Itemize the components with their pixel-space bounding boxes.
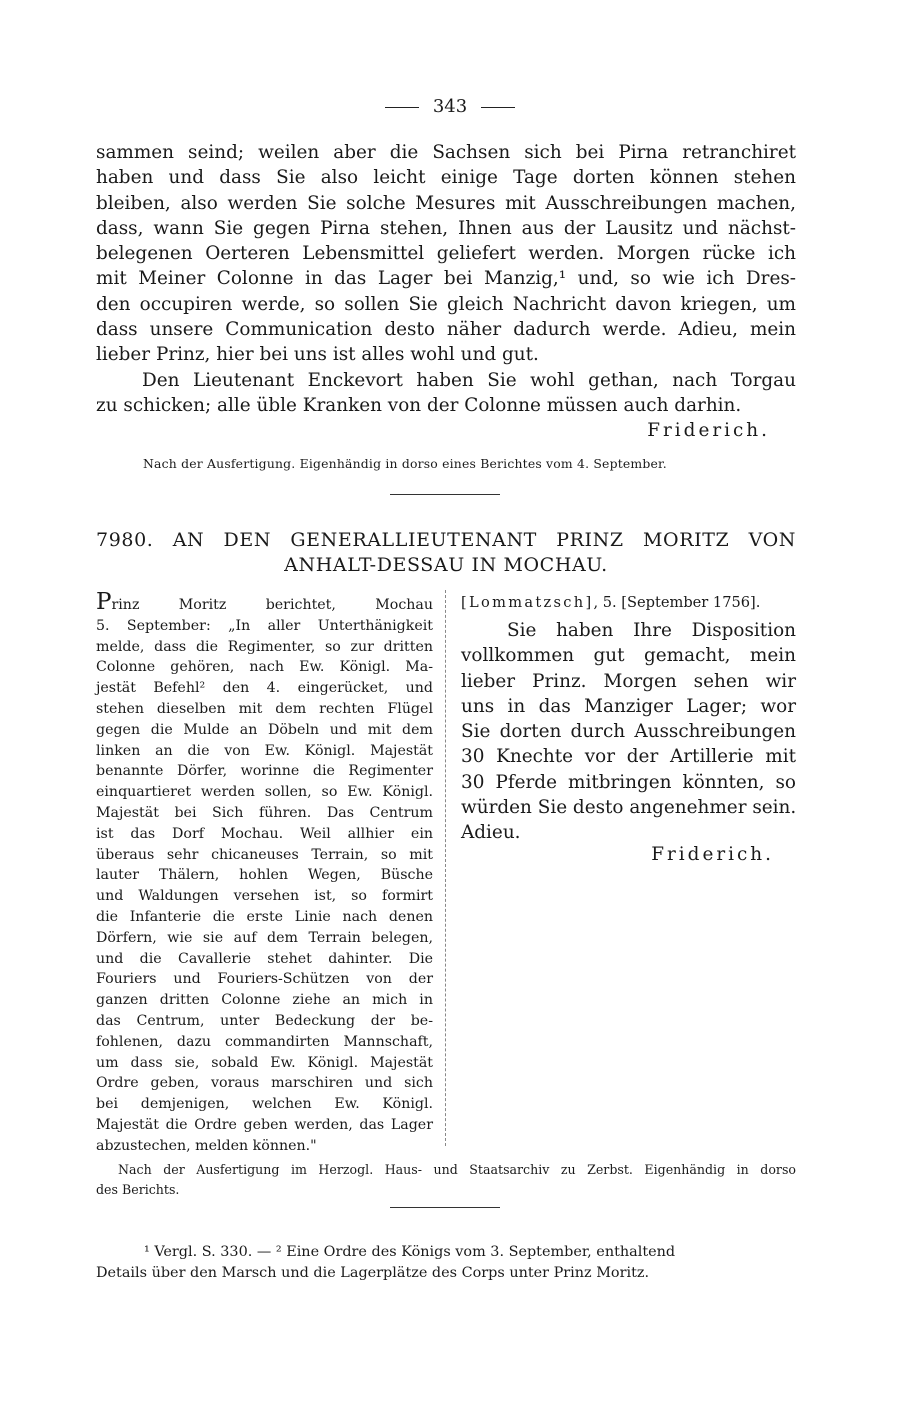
report-line: linken an die von Ew. Königl. Majestät (96, 742, 433, 759)
report-line: Ordre geben, voraus marschiren und sich (96, 1075, 433, 1092)
reply-line: 30 Pferde mitbringen könnten, so (461, 771, 796, 793)
letter-line: den occupiren werde, so sollen Sie gleich Nachricht davon kriegen, um (96, 293, 796, 315)
report-line: jestät Befehl² den 4. eingerücket, und (96, 680, 433, 697)
report-line: fohlenen, dazu commandirten Mannschaft, (96, 1033, 433, 1050)
report-line: das Centrum, unter Bedeckung der be- (96, 1012, 433, 1029)
report-line: und die Cavallerie stehet dahinter. Die (96, 950, 433, 967)
letter-line: mit Meiner Colonne in das Lager bei Manzig,¹ und, so wie ich Dres- (96, 268, 796, 290)
report-line: Dörfern, wie sie auf dem Terrain belegen, (96, 929, 433, 946)
report-line: melde, dass die Regimenter, so zur dritten (96, 638, 433, 655)
signature: Friderich. (651, 843, 774, 865)
page-number: 343 (432, 96, 468, 117)
report-line: überaus sehr chicaneuses Terrain, so mit (96, 846, 433, 863)
report-line: um dass sie, sobald Ew. Königl. Majestät (96, 1054, 433, 1071)
letter-line: dass unsere Communication desto näher dadurch werde. Adieu, mein (96, 319, 796, 341)
report-line: ist das Dorf Mochau. Weil allhier ein (96, 825, 433, 842)
reply-text (461, 618, 796, 846)
report-line: benannte Dörfer, worinne die Regimenter (96, 763, 433, 780)
letter-line: dass, wann Sie gegen Pirna stehen, Ihnen aus der Lausitz und nächst- (96, 217, 796, 239)
reply-line: Sie dorten durch Ausschreibungen (461, 721, 796, 743)
source-note-line: des Berichts. (96, 1182, 180, 1197)
page-header (0, 96, 900, 117)
letter-line: sammen seind; weilen aber die Sachsen sich bei Pirna retranchiret (96, 142, 796, 163)
letter-line: zu schicken; alle üble Kranken von der Colonne müssen auch darhin. (96, 394, 742, 416)
reply-line: 30 Knechte vor der Artillerie mit (461, 746, 796, 768)
letter-line: Den Lieutenant Enckevort haben Sie wohl gethan, nach Torgau (142, 369, 796, 391)
reply-line: Sie haben Ihre Disposition (507, 620, 796, 641)
section-divider (390, 494, 500, 495)
report-column (96, 589, 433, 1157)
header-dash-left (385, 107, 419, 108)
letter-line: belegenen Oerteren Lebensmittel geliefert werden. Morgen rücke ich (96, 243, 796, 265)
letter-line: haben und dass Sie also leicht einige Tage dorten können stehen (96, 167, 796, 189)
letter-line: lieber Prinz, hier bei uns ist alles wohl und gut. (96, 344, 539, 366)
reply-line: würden Sie desto angenehmer sein. (461, 797, 797, 819)
letter-continuation (96, 140, 796, 444)
report-line: Colonne gehören, nach Ew. Königl. Ma- (96, 659, 433, 676)
letter-line: bleiben, also werden Sie solche Mesures mit Ausschreibungen machen, (96, 192, 796, 214)
report-line: die Infanterie die erste Linie nach denen (96, 908, 433, 925)
reply-line: lieber Prinz. Morgen sehen wir (461, 670, 796, 692)
report-line: Fouriers und Fouriers-Schützen von der (96, 971, 433, 988)
footnotes (96, 1242, 796, 1284)
header-dash-right (481, 107, 515, 108)
footnote-line: Details über den Marsch und die Lagerplätze des Corps unter Prinz Moritz. (96, 1265, 650, 1281)
report-line: und Waldungen versehen ist, so formirt (96, 888, 433, 905)
report-line: ganzen dritten Colonne ziehe an mich in (96, 992, 433, 1009)
source-note: Nach der Ausfertigung. Eigenhändig in dorso eines Berichtes vom 4. September. (143, 456, 667, 471)
source-note-line: Nach der Ausfertigung im Herzogl. Haus- und Staatsarchiv zu Zerbst. Eigenhändig in dorso (118, 1162, 796, 1177)
title-line: 7980. AN DEN GENERALLIEUTENANT PRINZ MORITZ VON (96, 529, 796, 551)
reply-line: Adieu. (461, 822, 521, 844)
report-line: Majestät die Ordre geben werden, das Lager (96, 1116, 433, 1133)
column-divider (445, 590, 446, 1146)
report-line: bei demjenigen, welchen Ew. Königl. (96, 1096, 433, 1113)
source-note (96, 1160, 796, 1200)
report-line: einquartieret werden sollen, so Ew. Königl. (96, 784, 433, 801)
reply-place: [Lommatzsch] (461, 594, 594, 611)
report-line: gegen die Mulde an Döbeln und mit dem (96, 721, 433, 738)
drop-initial: P (96, 589, 112, 615)
title-line: ANHALT-DESSAU IN MOCHAU. (284, 554, 608, 576)
report-line: stehen dieselben mit dem rechten Flügel (96, 700, 433, 717)
section-divider (390, 1207, 500, 1208)
report-line: abzustechen, melden können." (96, 1137, 317, 1154)
reply-heading (461, 592, 796, 614)
reply-column (461, 592, 796, 867)
report-line-text: rinz Moritz berichtet, Mochau (111, 597, 433, 613)
report-line (96, 589, 433, 616)
reply-line: uns in das Manziger Lager; wor (461, 695, 796, 717)
report-line: 5. September: „In aller Unterthänigkeit (96, 617, 433, 634)
reply-date: , 5. [September 1756]. (593, 594, 761, 611)
footnote-line: ¹ Vergl. S. 330. — ² Eine Ordre des Königs vom 3. September, enthaltend (144, 1244, 676, 1260)
signature: Friderich. (647, 420, 770, 442)
reply-line: vollkommen gut gemacht, mein (461, 645, 796, 667)
report-line: Majestät bei Sich führen. Das Centrum (96, 804, 433, 821)
report-line: lauter Thälern, hohlen Wegen, Büsche (96, 867, 433, 884)
letter-title (96, 528, 796, 578)
